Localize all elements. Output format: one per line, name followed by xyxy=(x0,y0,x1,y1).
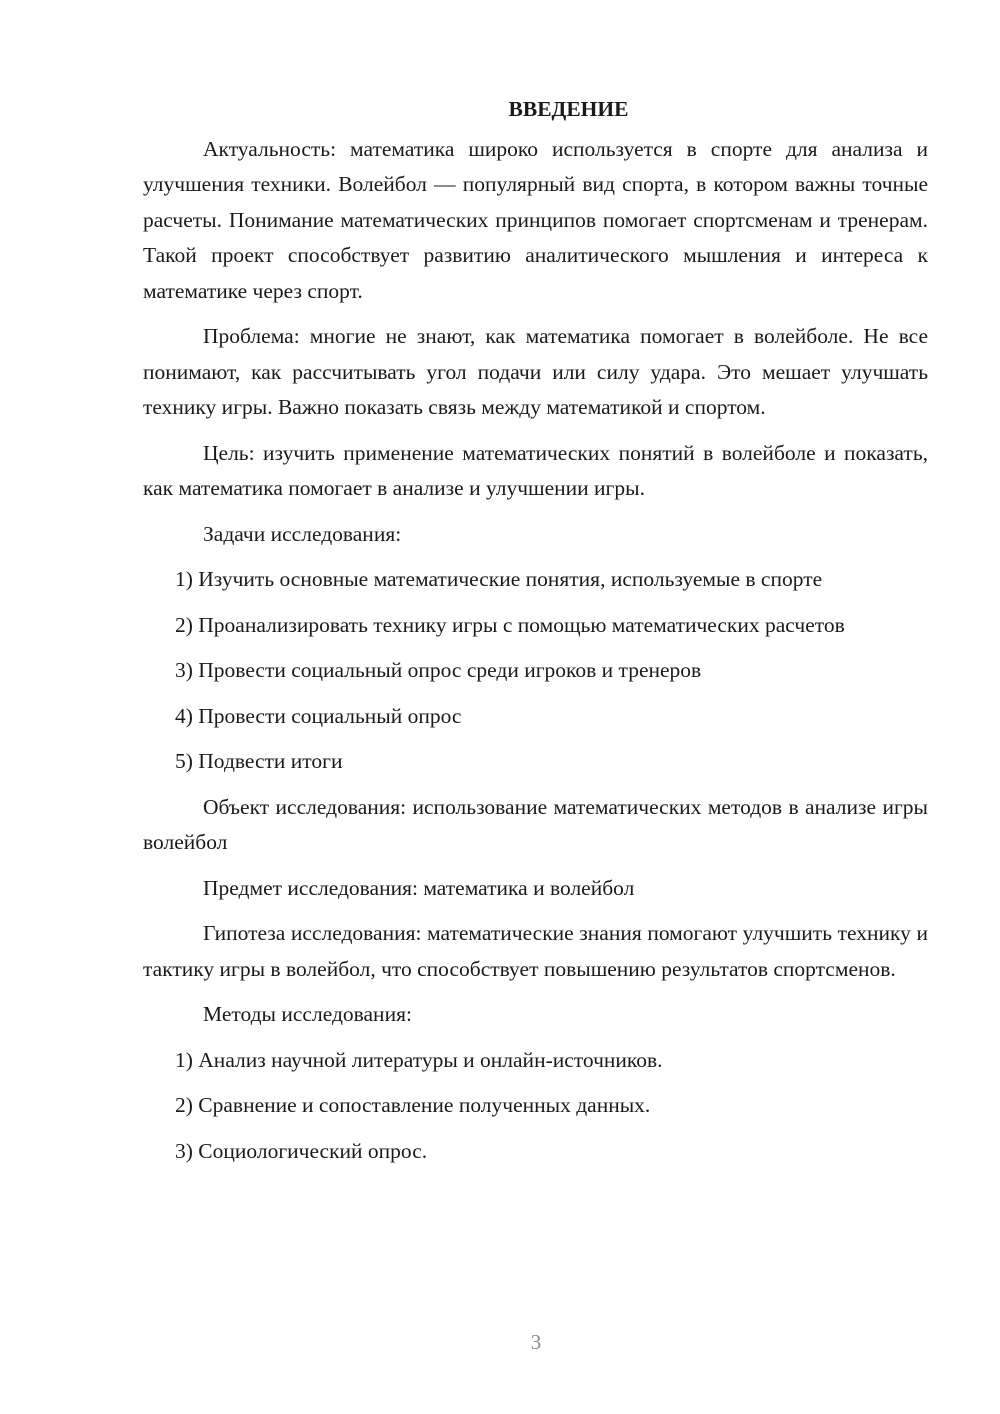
methods-heading: Методы исследования: xyxy=(203,1002,412,1026)
page-content xyxy=(143,92,928,1179)
section-title: ВВЕДЕНИЕ xyxy=(508,97,629,121)
tasks-heading: Задачи исследования: xyxy=(203,521,402,546)
method-item: 2) Сравнение и сопоставление полученных данных. xyxy=(175,1093,651,1117)
task-item: 4) Провести социальный опрос xyxy=(175,703,462,728)
subject-paragraph: Предмет исследования: математика и волейбол xyxy=(203,875,635,900)
task-item: 2) Проанализировать технику игры с помощью математических расчетов xyxy=(175,612,845,637)
goal-paragraph: Цель: изучить применение математических понятий в волейболе и показать, как математика помогает в анализе и улучшении игры. xyxy=(143,440,928,500)
method-item: 1) Анализ научной литературы и онлайн-источников. xyxy=(175,1047,663,1072)
relevance-paragraph: Актуальность: математика широко используется в спорте для анализа и улучшения техники. Волейбол — популярный вид спорта, в котором важны точные расчеты. Понимание математических принципов помогает спортсменам и тренерам. Такой проект способствует развитию аналитического мышления и интереса к математике через спорт. xyxy=(143,136,928,303)
task-item: 1) Изучить основные математические понятия, используемые в спорте xyxy=(175,567,823,591)
hypothesis-paragraph: Гипотеза исследования: математические знания помогают улучшить технику и тактику игры в волейбол, что способствует повышению результатов спортсменов. xyxy=(143,921,928,981)
object-paragraph: Объект исследования: использование математических методов в анализе игры волейбол xyxy=(143,794,928,854)
task-item: 5) Подвести итоги xyxy=(175,749,343,773)
task-item: 3) Провести социальный опрос среди игроков и тренеров xyxy=(175,658,702,682)
problem-paragraph: Проблема: многие не знают, как математика помогает в волейболе. Не все понимают, как рассчитывать угол подачи или силу удара. Это мешает улучшать технику игры. Важно показать связь между математикой и спортом. xyxy=(143,324,928,419)
method-item: 3) Социологический опрос. xyxy=(175,1138,428,1163)
page-number: 3 xyxy=(530,1330,542,1354)
